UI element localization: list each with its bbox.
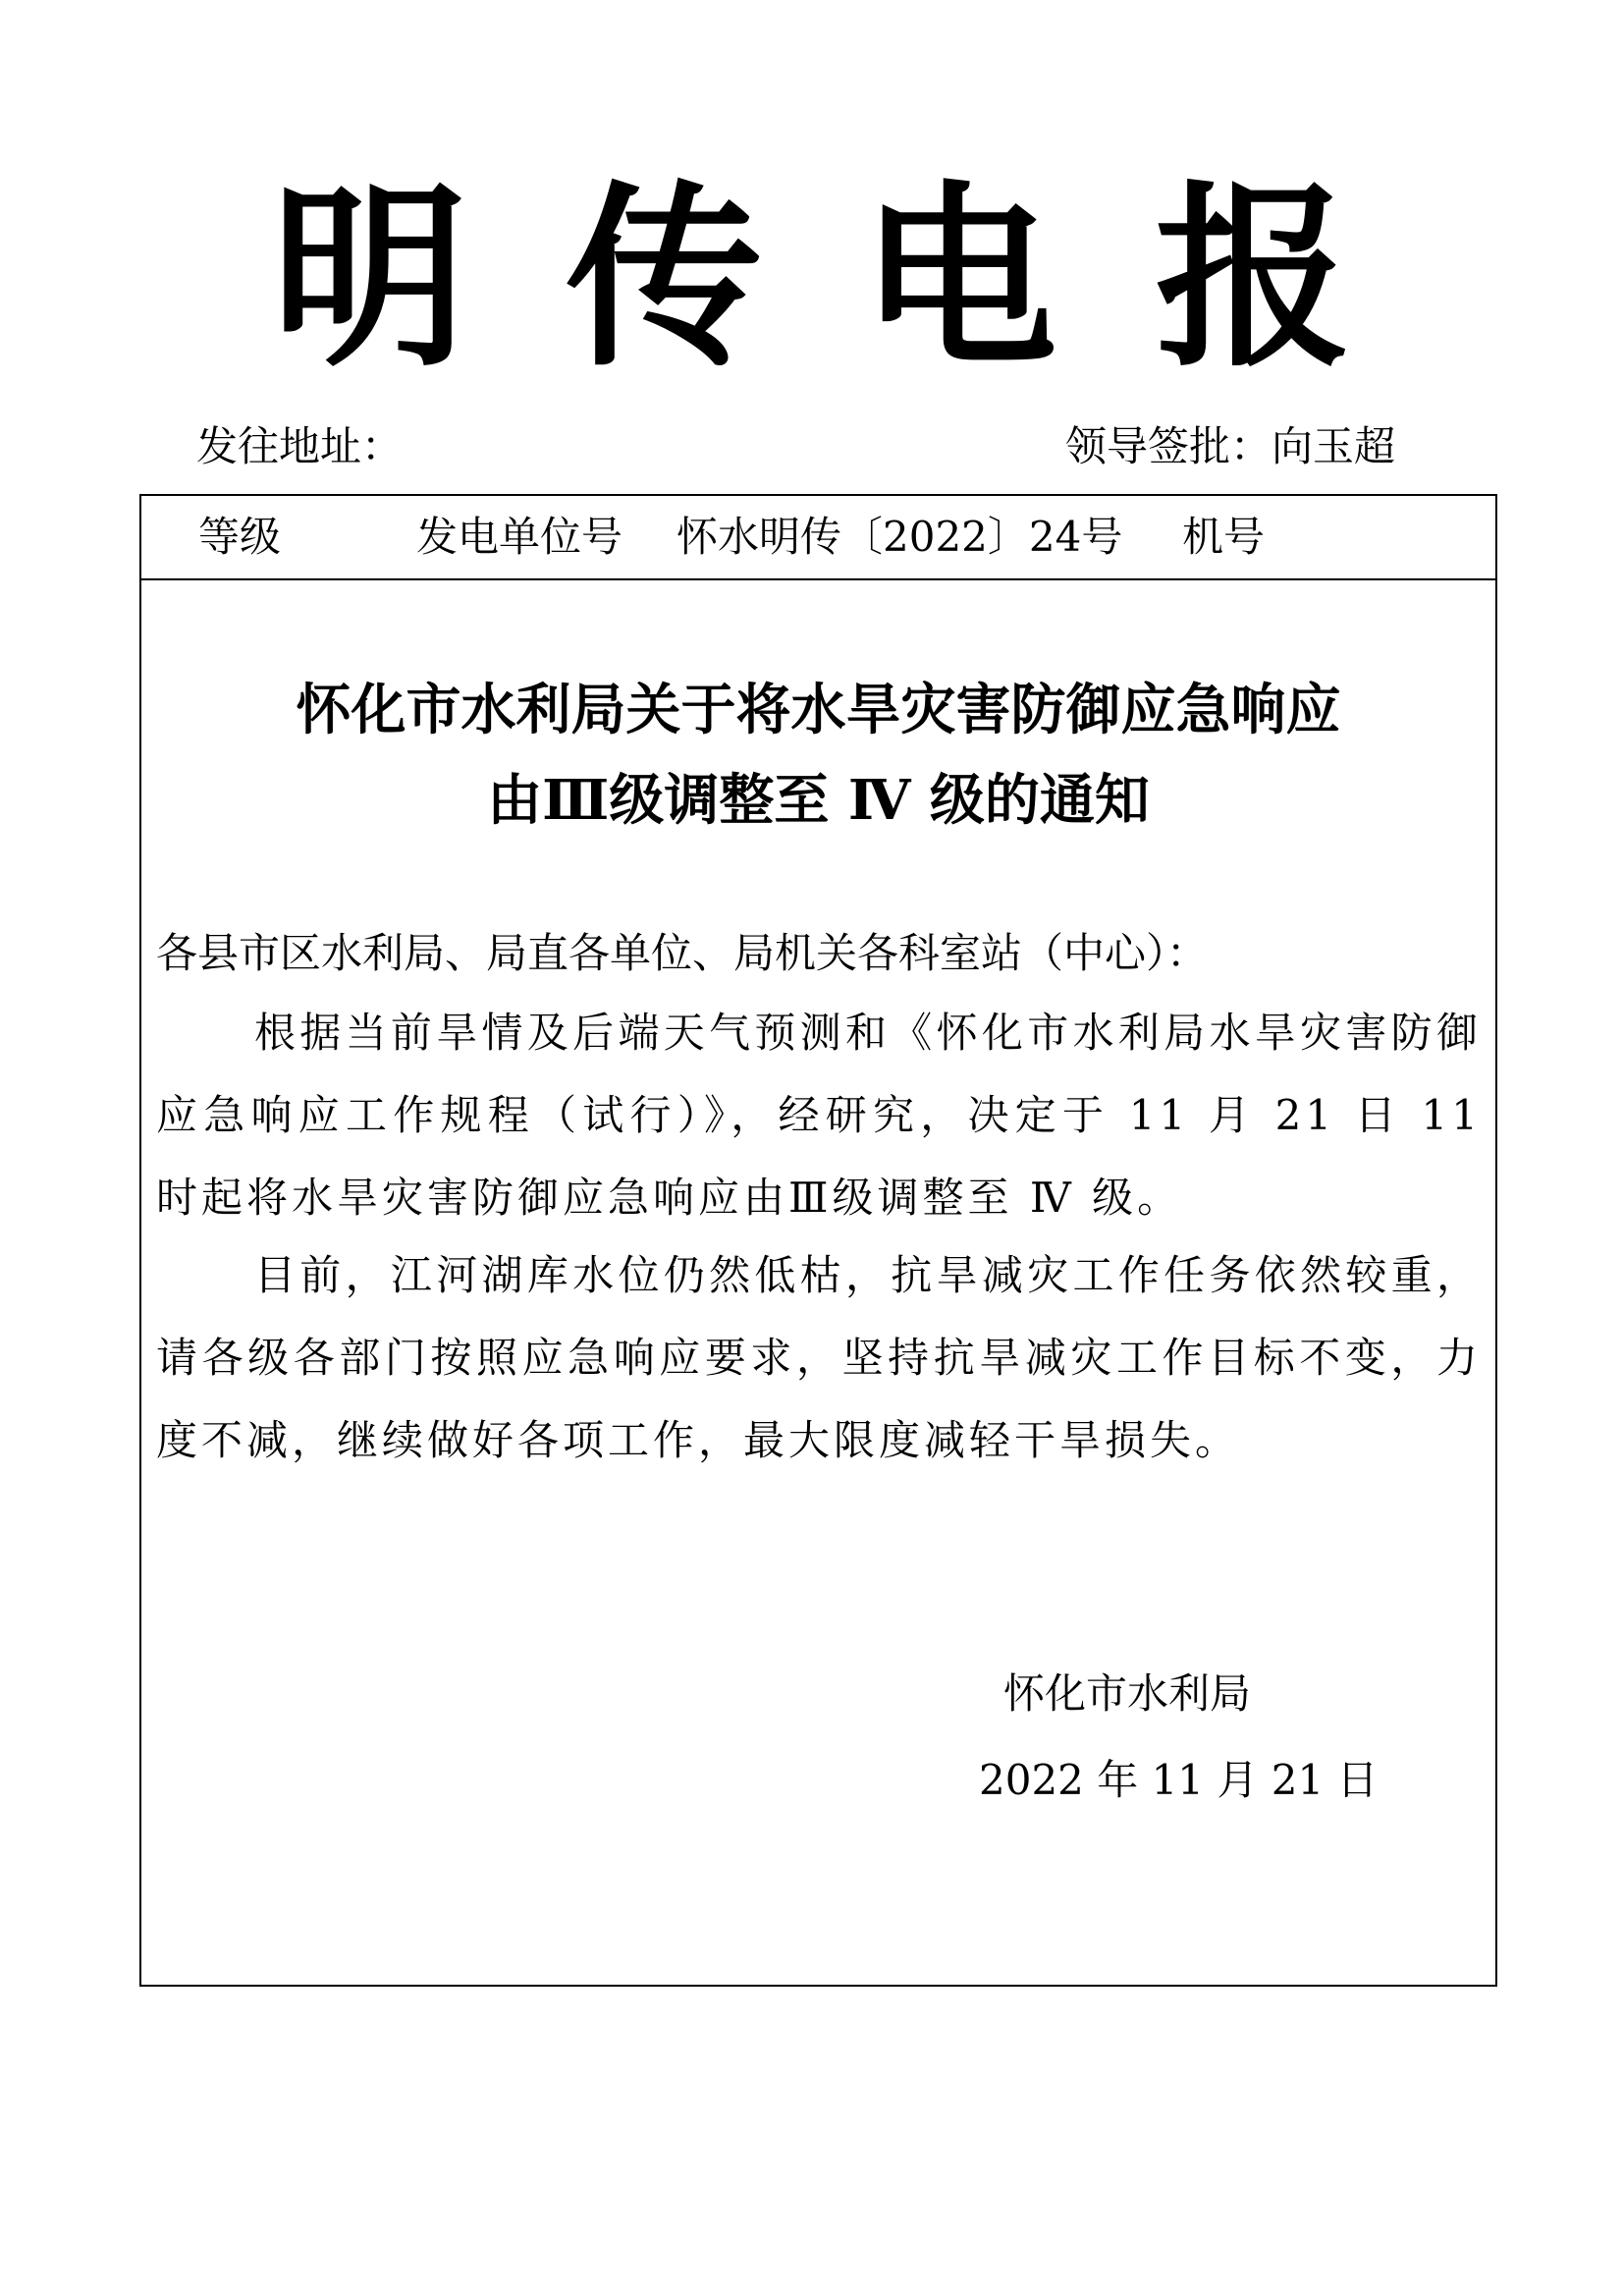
addressee: 各县市区水利局、局直各单位、局机关各科室站（中心）： <box>156 929 1209 977</box>
approval-line <box>1065 417 1395 476</box>
address-line <box>196 417 403 476</box>
sign-date: 2022 年 11 月 21 日 <box>979 1756 1379 1804</box>
machine-label: 机号 <box>1182 513 1266 561</box>
notice-title-line-1: 怀化市水利局关于将水旱灾害防御应急响应 <box>296 678 1341 742</box>
notice-title-line-2: 由Ⅲ级调整至 Ⅳ 级的通知 <box>487 768 1150 833</box>
approver-name: 向玉超 <box>1271 422 1396 470</box>
unit-label: 发电单位号 <box>416 513 623 561</box>
signer: 怀化市水利局 <box>1003 1669 1252 1718</box>
approval-label: 领导签批： <box>1065 422 1272 470</box>
address-label: 发往地址： <box>196 422 404 470</box>
doc-number: 怀水明传〔2022〕24号 <box>676 513 1123 561</box>
meta-row <box>141 496 1495 580</box>
body-paragraph-2: 目前，江河湖库水位仍然低枯，抗旱减灾工作任务依然较重，请各级各部门按照应急响应要求，坚持抗旱减灾工作目标不变，力度不减，继续做好各项工作，最大限度减轻干旱损失。 <box>156 1251 1482 1464</box>
body-paragraph-1: 根据当前旱情及后端天气预测和《怀化市水利局水旱灾害防御应急响应工作规程（试行）》，经研究，决定于 11 月 21 日 11 时起将水旱灾害防御应急响应由Ⅲ级调整至 Ⅳ 级。 <box>156 1009 1482 1222</box>
page-title: 明传电报 <box>271 165 1450 394</box>
grade-label: 等级 <box>198 513 282 561</box>
telegram-frame <box>139 494 1497 1987</box>
notice-title <box>141 665 1495 846</box>
